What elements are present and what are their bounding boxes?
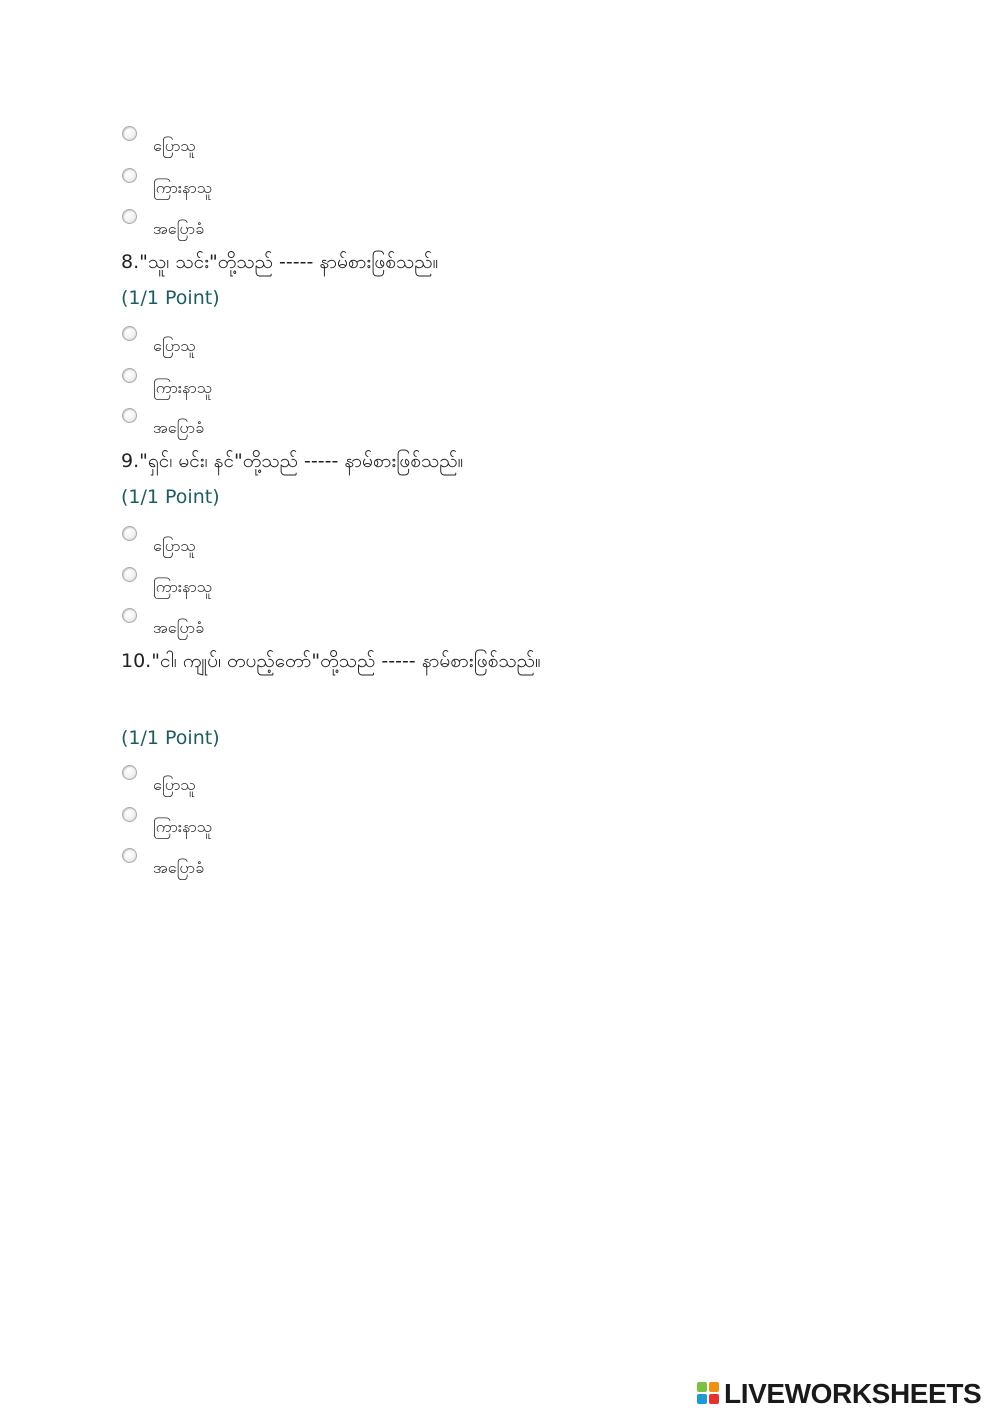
option-label: အပြောခံ xyxy=(153,858,205,877)
radio-button[interactable] xyxy=(122,408,137,423)
badge-square-blue xyxy=(697,1394,707,1404)
question-10-text: 10."ငါ၊ ကျုပ်၊ တပည့်တော်"တို့သည် ----- နာမ်စားဖြစ်သည်။ xyxy=(121,650,541,672)
radio-button[interactable] xyxy=(122,807,137,822)
option-label: ပြောသူ xyxy=(153,336,196,355)
radio-button[interactable] xyxy=(122,848,137,863)
option-label: အပြောခံ xyxy=(153,418,205,437)
question-8-points: (1/1 Point) xyxy=(121,287,220,309)
option-label: ကြားနာသူ xyxy=(153,577,213,596)
option-label: ကြားနာသူ xyxy=(153,378,213,397)
question-10-points: (1/1 Point) xyxy=(121,727,220,749)
radio-button[interactable] xyxy=(122,567,137,582)
brand-name: LIVEWORKSHEETS xyxy=(724,1378,982,1409)
radio-button[interactable] xyxy=(122,209,137,224)
option-label: ပြောသူ xyxy=(153,775,196,794)
option-label: ပြောသူ xyxy=(153,136,196,155)
option-label: အပြောခံ xyxy=(153,219,205,238)
option-label: ကြားနာသူ xyxy=(153,817,213,836)
radio-button[interactable] xyxy=(122,526,137,541)
radio-button[interactable] xyxy=(122,368,137,383)
radio-button[interactable] xyxy=(122,765,137,780)
badge-square-red xyxy=(709,1394,719,1404)
liveworksheets-badge-icon xyxy=(697,1382,720,1405)
question-9-points: (1/1 Point) xyxy=(121,486,220,508)
option-label: ပြောသူ xyxy=(153,536,196,555)
question-8-text: 8."သူ၊ သင်း"တို့သည် ----- နာမ်စားဖြစ်သည်။ xyxy=(121,251,439,273)
option-label: အပြောခံ xyxy=(153,618,205,637)
badge-square-green xyxy=(697,1382,707,1392)
option-label: ကြားနာသူ xyxy=(153,178,213,197)
badge-square-orange xyxy=(709,1382,719,1392)
radio-button[interactable] xyxy=(122,326,137,341)
radio-button[interactable] xyxy=(122,168,137,183)
radio-button[interactable] xyxy=(122,608,137,623)
question-9-text: 9."ရှင်၊ မင်း၊ နင်"တို့သည် ----- နာမ်စားဖြစ်သည်။ xyxy=(121,450,464,472)
radio-button[interactable] xyxy=(122,126,137,141)
